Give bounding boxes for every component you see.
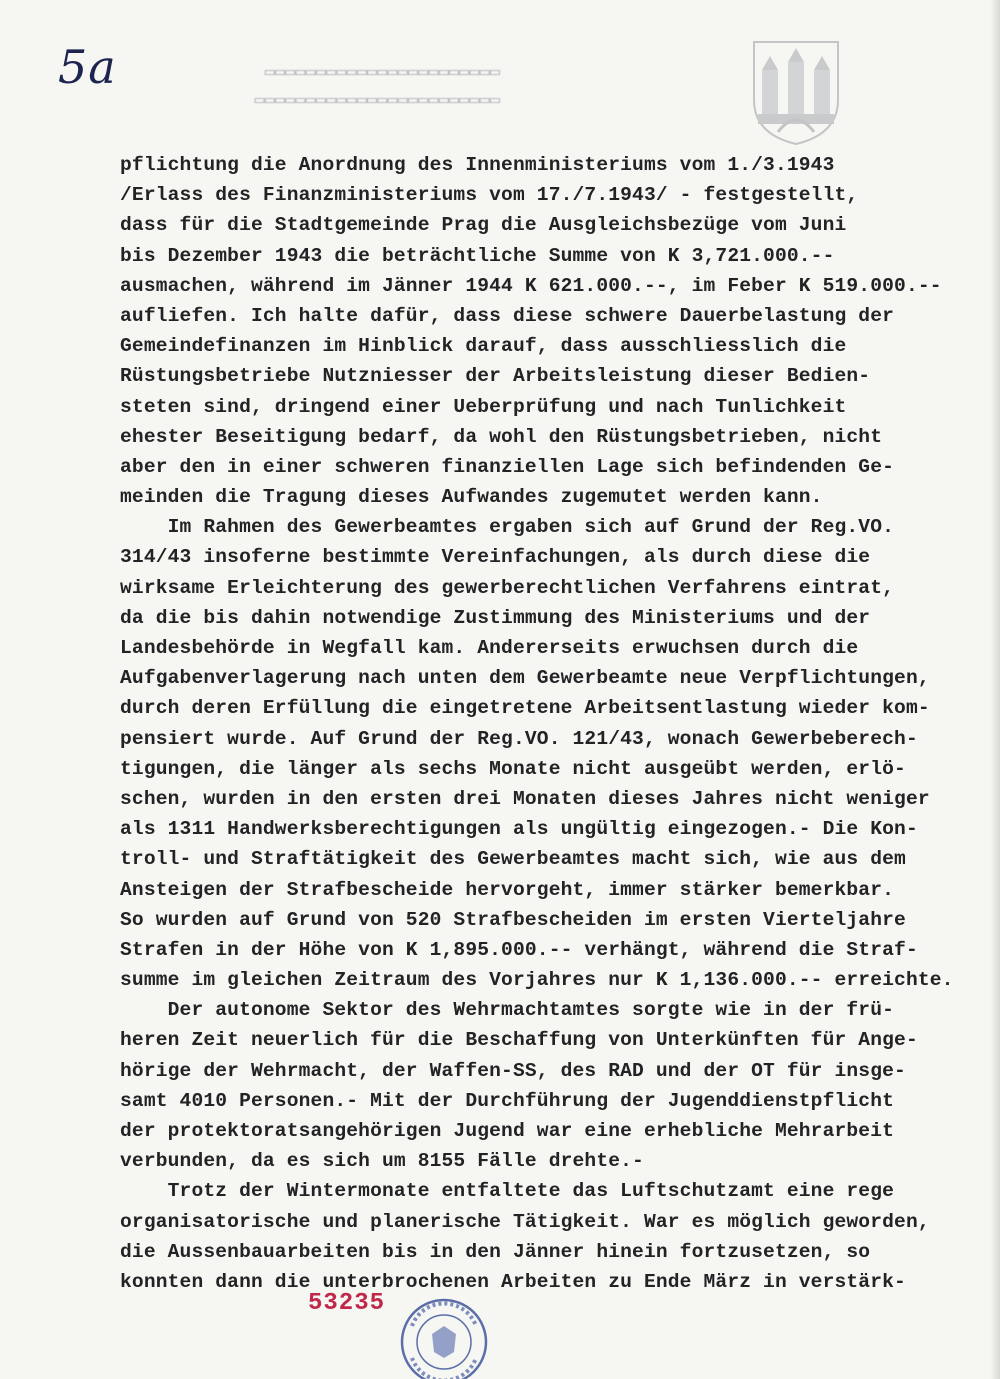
text-line: wirksame Erleichterung des gewerberechtlichen Verfahrens eintrat, [120,576,895,599]
text-line: meinden die Tragung dieses Aufwandes zugemutet werden kann. [120,486,823,509]
text-line: der protektoratsangehörigen Jugend war eine erhebliche Mehrarbeit [120,1120,895,1142]
text-line: bis Dezember 1943 die beträchtliche Summe von K 3,721.000.-- [120,244,835,267]
document-body [120,150,990,1297]
text-line: als 1311 Handwerksberechtigungen als ungültig eingezogen.- Die Kon- [120,818,918,841]
text-line: aber den in einer schweren finanziellen Lage sich befindenden Ge- [120,455,895,478]
text-line: ausmachen, während im Jänner 1944 K 621.000.--, im Feber K 519.000.-- [120,274,942,297]
text-line: Rüstungsbetriebe Nutzniesser der Arbeitsleistung dieser Bedien- [120,365,871,388]
text-line: die Aussenbauarbeiten bis in den Jänner hinein fortzusetzen, so [120,1240,871,1263]
text-line: Ansteigen der Strafbescheide hervorgeht, immer stärker bemerkbar. [120,878,895,901]
text-line: heren Zeit neuerlich für die Beschaffung von Unterkünften für Ange- [120,1029,918,1052]
text-line: durch deren Erfüllung die eingetretene Arbeitsentlastung wieder kom- [120,697,930,720]
text-line: verbunden, da es sich um 8155 Fälle drehte.- [120,1150,644,1173]
text-line: dass für die Stadtgemeinde Prag die Ausgleichsbezüge vom Juni [120,214,847,237]
text-line: /Erlass des Finanzministeriums vom 17./7.1943/ - festgestellt, [120,184,859,207]
text-line: pflichtung die Anordnung des Innenministeriums vom 1./3.1943 [120,154,835,176]
text-line: Strafen in der Höhe von K 1,895.000.-- verhängt, während die Straf- [120,938,918,961]
coat-of-arms-watermark-icon [748,36,844,148]
text-line: 314/43 insoferne bestimmte Vereinfachungen, als durch diese die [120,546,871,569]
text-line: hörige der Wehrmacht, der Waffen-SS, des RAD und der OT für insge- [120,1059,906,1082]
text-line: Landesbehörde in Wegfall kam. Andererseits erwuchsen durch die [120,637,859,659]
text-line: Gemeindefinanzen im Hinblick darauf, dass ausschliesslich die [120,335,847,358]
text-line: troll- und Straftätigkeit des Gewerbeamtes macht sich, wie aus dem [120,848,906,871]
text-line: Der autonome Sektor des Wehrmachtamtes sorgte wie in der frü- [120,999,895,1022]
text-line: Trotz der Wintermonate entfaltete das Luftschutzamt eine rege [120,1180,895,1203]
text-line: ehester Beseitigung bedarf, da wohl den Rüstungsbetrieben, nicht [120,425,883,448]
handwritten-page-number: 5a [58,40,117,94]
archive-seal-icon [398,1296,490,1379]
text-line: Im Rahmen des Gewerbeamtes ergaben sich auf Grund der Reg.VO. [120,516,895,539]
text-line: schen, wurden in den ersten drei Monaten dieses Jahres nicht weniger [120,787,930,810]
text-line: konnten dann die unterbrochenen Arbeiten zu Ende März in verstärk- [120,1270,906,1293]
text-line: organisatorische und planerische Tätigkeit. War es möglich geworden, [120,1210,930,1233]
bleed-through-header: ▭▭▭▭▭▭▭▭▭▭▭▭▭▭▭▭▭▭▭▭▭▭▭ ▭▭▭▭▭▭▭▭▭▭▭▭▭▭▭▭▭▭▭▭▭▭▭▭ [254,64,500,111]
text-line: aufliefen. Ich halte dafür, dass diese schwere Dauerbelastung der [120,304,895,327]
text-line: da die bis dahin notwendige Zustimmung des Ministeriums und der [120,606,871,629]
text-line: samt 4010 Personen.- Mit der Durchführung der Jugenddienstpflicht [120,1089,895,1112]
text-line: summe im gleichen Zeitraum des Vorjahres nur K 1,136.000.-- erreichte. [120,969,954,992]
text-line: Aufgabenverlagerung nach unten dem Gewerbeamte neue Verpflichtungen, [120,667,930,690]
text-line: tigungen, die länger als sechs Monate nicht ausgeübt werden, erlö- [120,757,906,780]
text-line: steten sind, dringend einer Ueberprüfung und nach Tunlichkeit [120,395,847,418]
text-line: pensiert wurde. Auf Grund der Reg.VO. 121/43, wonach Gewerbeberech- [120,727,918,750]
red-number-stamp: 53235 [308,1290,386,1317]
text-line: So wurden auf Grund von 520 Strafbescheiden im ersten Vierteljahre [120,908,906,931]
